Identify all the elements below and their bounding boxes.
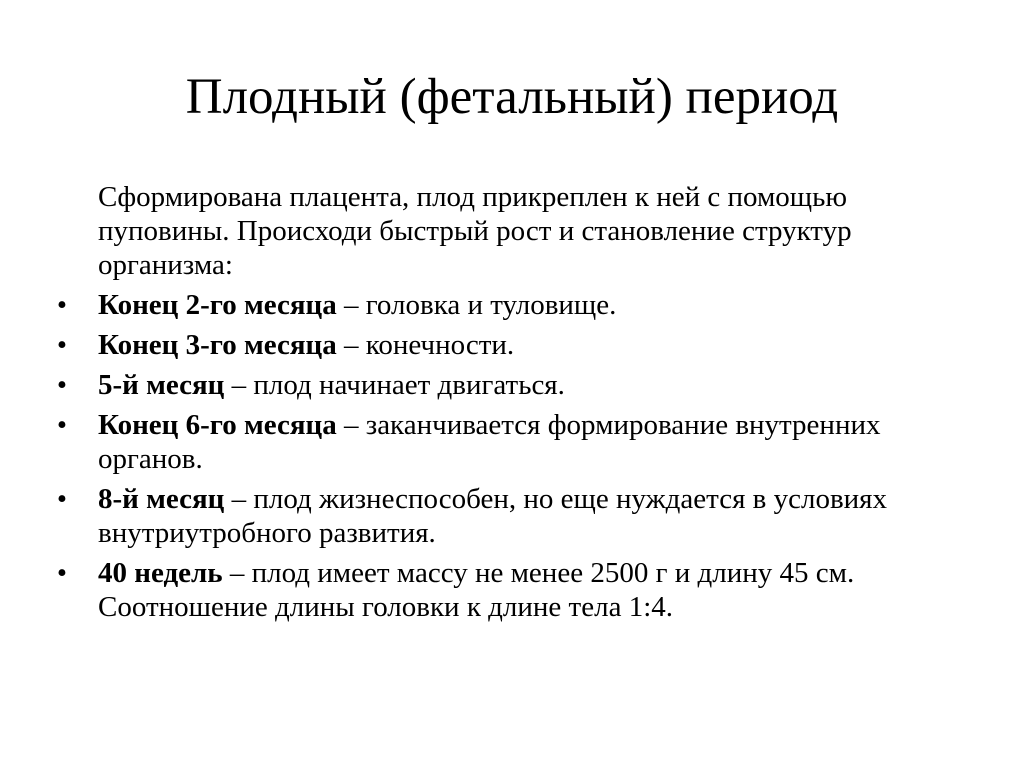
bullet-text: – конечности. xyxy=(336,329,515,361)
bullet-text: – плод имеет массу не менее 2500 г и длину 45 см. Соотношение длины головки к длине тела 1:4. xyxy=(98,557,855,623)
slide-body xyxy=(56,180,958,630)
list-item xyxy=(56,556,958,624)
bullet-list xyxy=(56,288,958,624)
bullet-term: Конец 3-го месяца xyxy=(98,329,337,361)
bullet-icon: • xyxy=(56,483,68,515)
list-item xyxy=(56,368,958,402)
bullet-term: Конец 2-го месяца xyxy=(98,289,337,321)
bullet-term: 40 недель xyxy=(98,557,223,589)
bullet-icon: • xyxy=(56,557,68,589)
bullet-icon: • xyxy=(56,369,68,401)
bullet-term: Конец 6-го месяца xyxy=(98,409,337,441)
list-item xyxy=(56,408,958,476)
bullet-icon: • xyxy=(56,289,68,321)
bullet-term: 8-й месяц xyxy=(98,483,225,515)
bullet-text: – плод начинает двигаться. xyxy=(224,369,565,401)
bullet-text: – заканчивается формирование внутренних органов. xyxy=(98,409,881,475)
slide-title: Плодный (фетальный) период xyxy=(185,69,839,125)
list-item xyxy=(56,482,958,550)
bullet-icon: • xyxy=(56,329,68,361)
intro-paragraph: Сформирована плацента, плод прикреплен к ней с помощью пуповины. Происходи быстрый рост и становление структур организма: xyxy=(98,181,852,281)
bullet-term: 5-й месяц xyxy=(98,369,225,401)
list-item xyxy=(56,288,958,322)
bullet-text: – головка и туловище. xyxy=(336,289,617,321)
bullet-icon: • xyxy=(56,409,68,441)
list-item xyxy=(56,328,958,362)
bullet-text: – плод жизнеспособен, но еще нуждается в условиях внутриутробного развития. xyxy=(98,483,887,549)
